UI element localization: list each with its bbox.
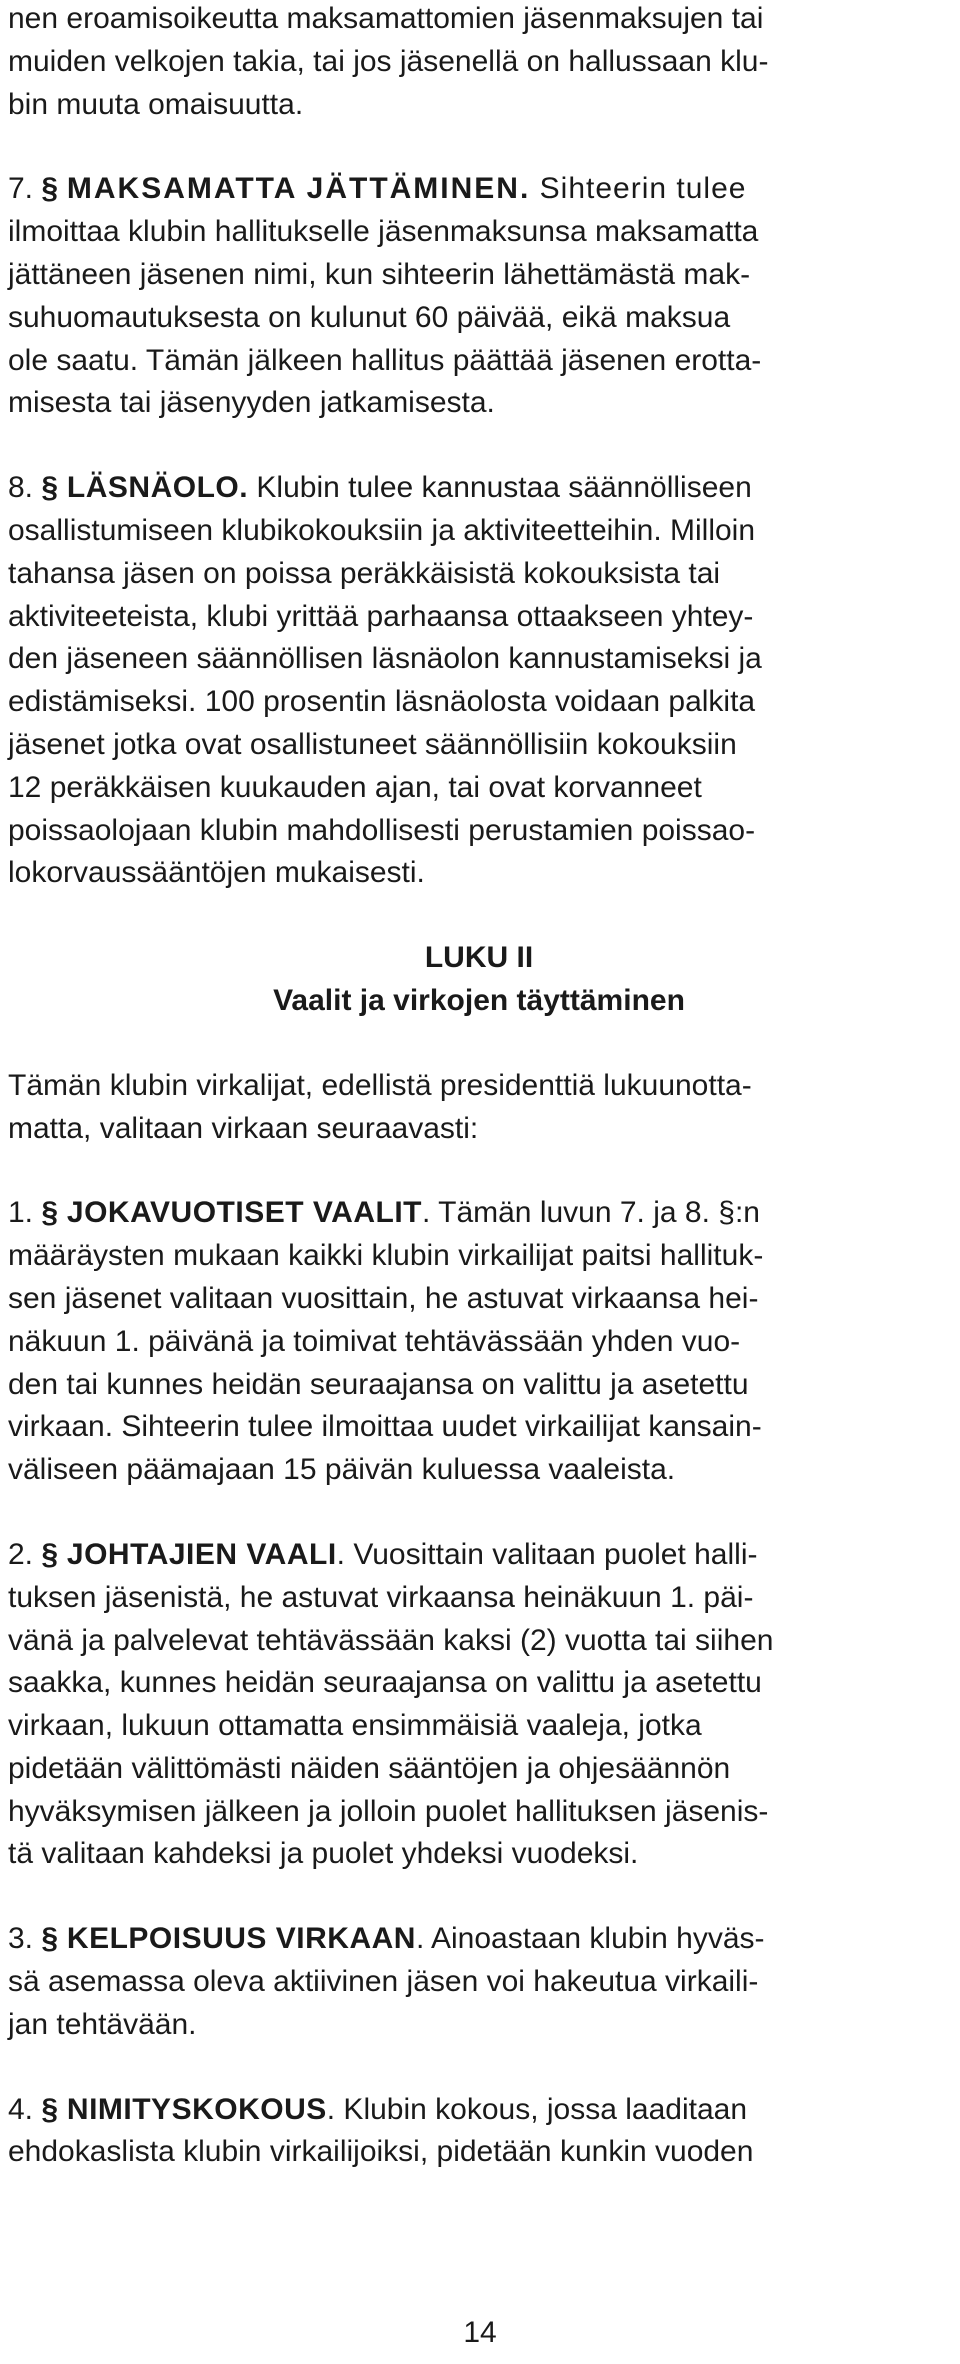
text-line: ehdokaslista klubin virkailijoiksi, pidetään kunkin vuoden [8,2135,754,2169]
text-line: tahansa jäsen on poissa peräkkäisistä kokouksista tai [8,556,721,590]
text-line: määräysten mukaan kaikki klubin virkailijat paitsi hallituk- [8,1239,764,1273]
text-line: lokorvaussääntöjen mukaisesti. [8,856,425,890]
section-1-paragraph [8,1192,950,1492]
page-number: 14 [463,2316,497,2349]
text-line: vänä ja palvelevat tehtävässään kaksi (2) vuotta tai siihen [8,1623,774,1657]
text-line: . Klubin kokous, jossa laaditaan [326,2092,748,2126]
paragraph-continuation [8,0,950,126]
section-title: MAKSAMATTA JÄTTÄMINEN. [66,172,531,206]
text-line: suhuomautuksesta on kulunut 60 päivää, eikä maksua [8,300,731,334]
section-2-paragraph [8,1534,950,1876]
section-title: JOHTAJIEN VAALI [66,1537,337,1571]
section-sign: § [41,2092,59,2126]
section-sign: § [41,1922,59,1956]
text-line: . Tämän luvun 7. ja 8. §:n [421,1196,760,1230]
section-number: 7. [8,172,34,206]
text-line: bin muuta omaisuutta. [8,87,304,121]
section-number: 8. [8,471,34,505]
section-sign: § [41,471,59,505]
text-line: misesta tai jäsenyyden jatkamisesta. [8,386,495,420]
text-line: edistämiseksi. 100 prosentin läsnäolosta voidaan palkita [8,685,756,719]
text-line: virkaan. Sihteerin tulee ilmoittaa uudet virkailijat kansain- [8,1410,762,1444]
section-title: JOKAVUOTISET VAALIT [66,1196,422,1230]
section-number: 4. [8,2092,34,2126]
text-line: . Vuosittain valitaan puolet halli- [336,1537,758,1571]
section-title: NIMITYSKOKOUS [66,2092,327,2126]
text-line: aktiviteeteista, klubi yrittää parhaansa ottaakseen yhtey- [8,599,754,633]
text-line: Tämän klubin virkalijat, edellistä presidenttiä lukuunotta- [8,1068,752,1102]
text-line: jättäneen jäsenen nimi, kun sihteerin lähettämästä mak- [8,257,751,291]
section-sign: § [41,1537,59,1571]
chapter-title: Vaalit ja virkojen täyttäminen [273,983,685,1017]
text-line: . Ainoastaan klubin hyväs- [415,1922,765,1956]
chapter-label: LUKU II [424,941,534,975]
text-line: den tai kunnes heidän seuraajansa on valittu ja asetettu [8,1367,749,1401]
text-line: 12 peräkkäisen kuukauden ajan, tai ovat korvanneet [8,770,702,804]
text-line: saakka, kunnes heidän seuraajansa on valittu ja asetettu [8,1666,762,1700]
text-line: jäsenet jotka ovat osallistuneet säännöllisiin kokouksiin [8,727,737,761]
section-4-paragraph [8,2089,950,2175]
text-line: matta, valitaan virkaan seuraavasti: [8,1111,479,1145]
section-number: 3. [8,1922,34,1956]
section-title: KELPOISUUS VIRKAAN [66,1922,416,1956]
text-line: tä valitaan kahdeksi ja puolet yhdeksi vuodeksi. [8,1837,639,1871]
text-line: sen jäsenet valitaan vuosittain, he astuvat virkaansa hei- [8,1281,759,1315]
text-line: den jäseneen säännöllisen läsnäolon kannustamiseksi ja [8,642,762,676]
text-line: jan tehtävään. [8,2007,197,2041]
text-line: osallistumiseen klubikokouksiin ja aktiviteetteihin. Milloin [8,513,756,547]
text-line: näkuun 1. päivänä ja toimivat tehtävässään yhden vuo- [8,1324,741,1358]
text-line: ilmoittaa klubin hallitukselle jäsenmaksunsa maksamatta [8,215,759,249]
text-line: tuksen jäsenistä, he astuvat virkaansa heinäkuun 1. päi- [8,1580,754,1614]
text-line: nen eroamisoikeutta maksamattomien jäsenmaksujen tai [8,2,764,35]
section-number: 2. [8,1537,34,1571]
section-number: 1. [8,1196,34,1230]
text-line: virkaan, lukuun ottamatta ensimmäisiä vaaleja, jotka [8,1709,702,1743]
text-line: Klubin tulee kannustaa säännölliseen [248,471,752,505]
section-sign: § [41,1196,59,1230]
text-line: hyväksymisen jälkeen ja jolloin puolet hallituksen jäsenis- [8,1794,769,1828]
chapter-intro [8,1065,950,1151]
section-title: LÄSNÄOLO. [66,471,249,505]
section-7-paragraph [8,168,950,425]
text-line: ole saatu. Tämän jälkeen hallitus päättää jäsenen erotta- [8,343,762,377]
section-sign: § [41,172,59,206]
text-line: Sihteerin tulee [530,172,747,206]
section-3-paragraph [8,1918,950,2046]
text-line: sä asemassa oleva aktiivinen jäsen voi hakeutua virkaili- [8,1965,759,1999]
text-line: muiden velkojen takia, tai jos jäsenellä on hallussaan klu- [8,44,769,78]
section-8-paragraph [8,467,950,895]
text-line: pidetään välittömästi näiden sääntöjen ja ohjesäännön [8,1751,731,1785]
text-line: väliseen päämajaan 15 päivän kuluessa vaaleista. [8,1453,676,1487]
text-line: poissaolojaan klubin mahdollisesti perustamien poissao- [8,813,756,847]
